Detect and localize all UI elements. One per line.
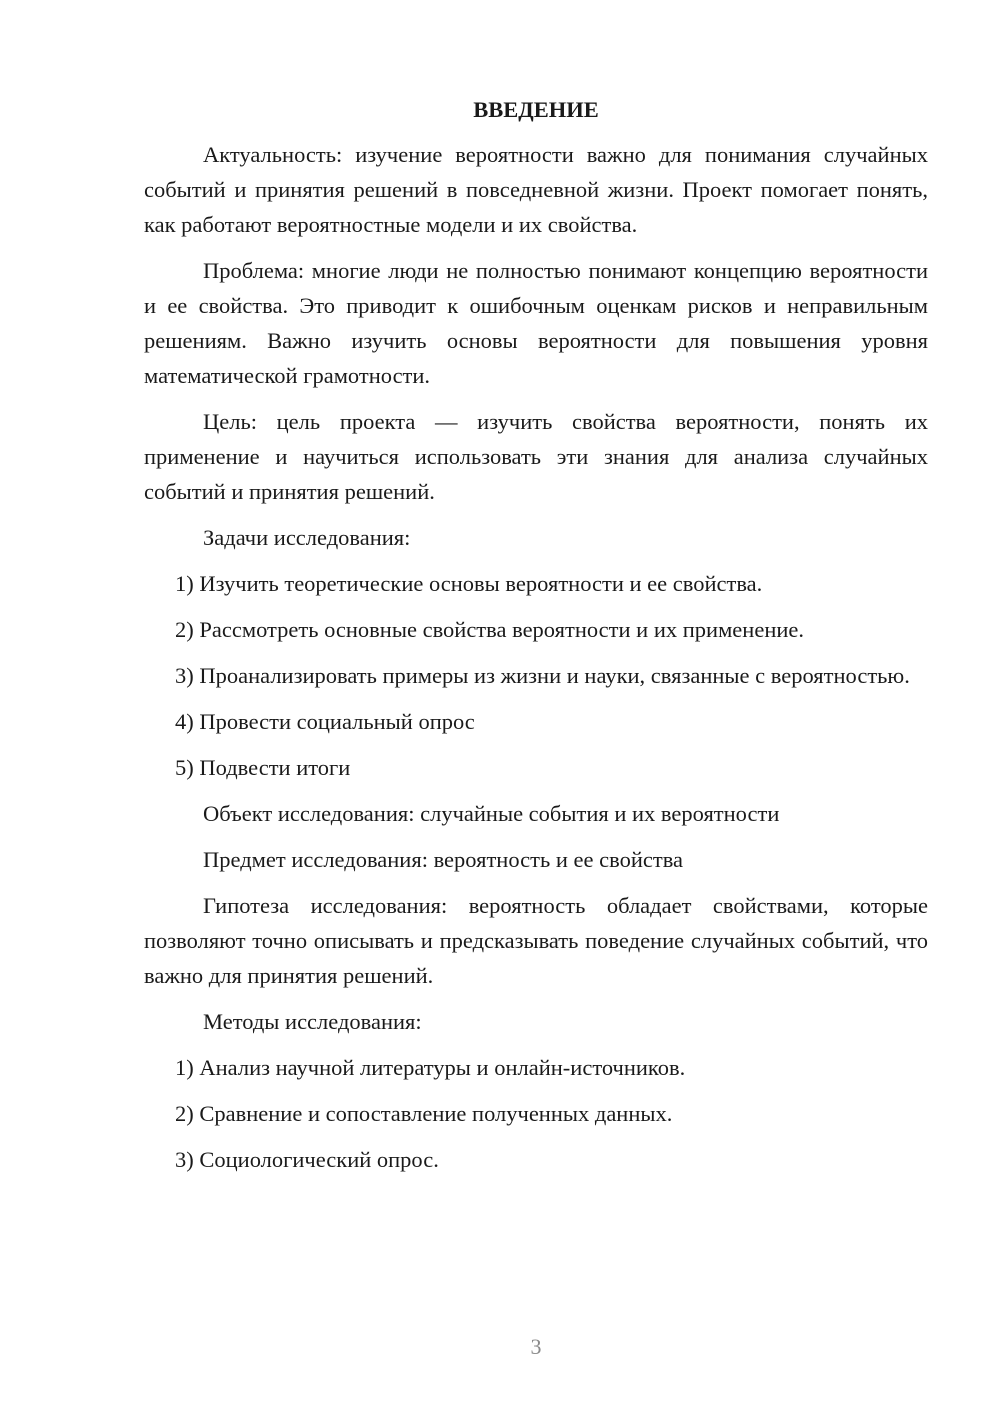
goal-paragraph: Цель: цель проекта — изучить свойства вероятности, понять их применение и научиться использовать эти знания для анализа случайных событий и принятия решений.: [144, 409, 928, 504]
relevance-paragraph: Актуальность: изучение вероятности важно для понимания случайных событий и принятия решений в повседневной жизни. Проект помогает понять, как работают вероятностные модели и их свойства.: [144, 142, 928, 237]
page-content: [144, 92, 928, 1188]
object-paragraph: Объект исследования: случайные события и их вероятности: [203, 801, 780, 826]
problem-paragraph: Проблема: многие люди не полностью понимают концепцию вероятности и ее свойства. Это приводит к ошибочным оценкам рисков и неправильным решениям. Важно изучить основы вероятности для повышения уровня математической грамотности.: [144, 258, 928, 388]
task-item-5: 5) Подвести итоги: [175, 755, 351, 780]
task-item-2: 2) Рассмотреть основные свойства вероятности и их применение.: [175, 617, 805, 642]
page-number: 3: [530, 1334, 542, 1359]
method-item-3: 3) Социологический опрос.: [175, 1147, 439, 1172]
task-item-1: 1) Изучить теоретические основы вероятности и ее свойства.: [175, 571, 763, 596]
task-item-4: 4) Провести социальный опрос: [175, 709, 475, 734]
task-item-3: 3) Проанализировать примеры из жизни и науки, связанные с вероятностью.: [175, 663, 910, 688]
subject-paragraph: Предмет исследования: вероятность и ее свойства: [203, 847, 684, 872]
section-title: ВВЕДЕНИЕ: [473, 97, 599, 122]
tasks-heading: Задачи исследования:: [203, 525, 411, 550]
hypothesis-paragraph: Гипотеза исследования: вероятность обладает свойствами, которые позволяют точно описывать и предсказывать поведение случайных событий, что важно для принятия решений.: [144, 893, 928, 988]
method-item-2: 2) Сравнение и сопоставление полученных данных.: [175, 1101, 673, 1126]
method-item-1: 1) Анализ научной литературы и онлайн-источников.: [175, 1055, 686, 1080]
methods-heading: Методы исследования:: [203, 1009, 422, 1034]
